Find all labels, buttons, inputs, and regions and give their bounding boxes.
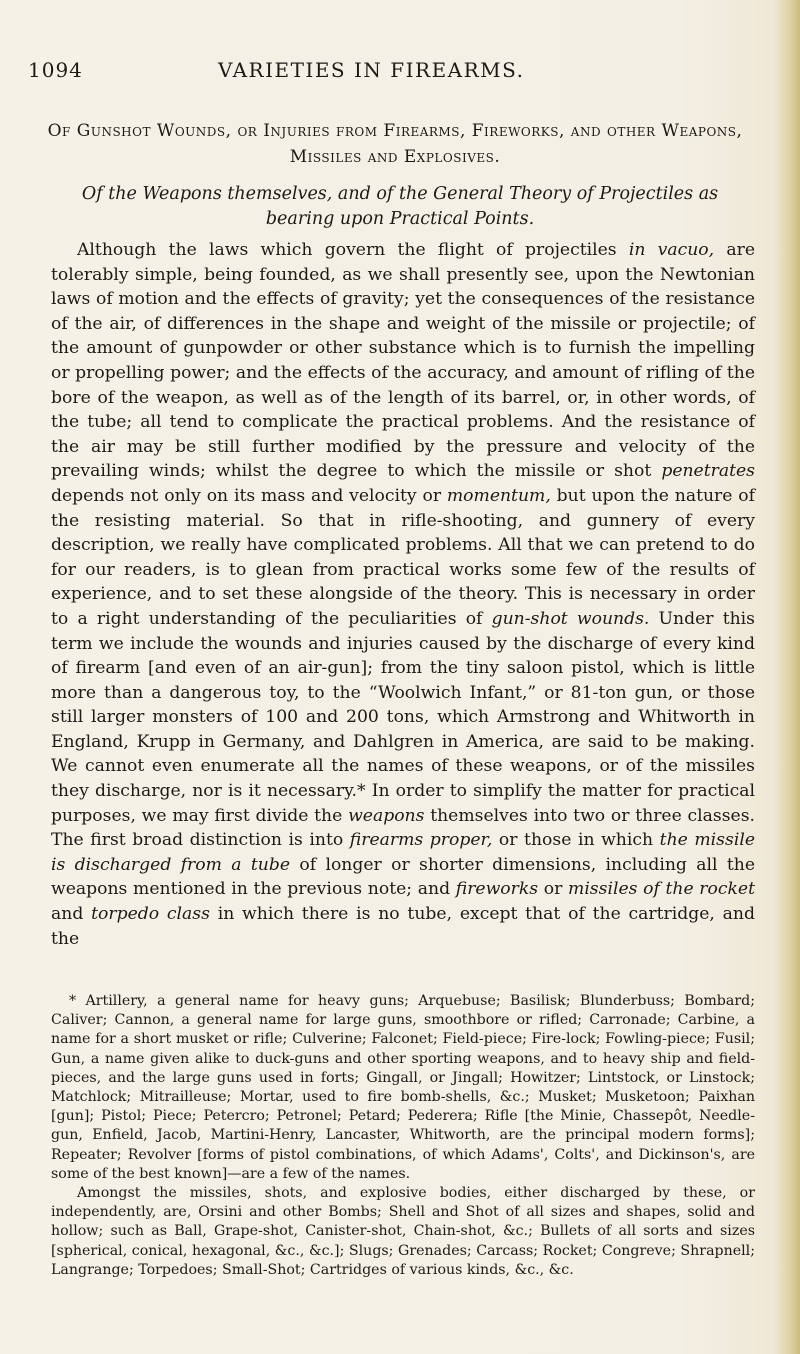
footnote	[51, 992, 755, 1280]
body-italic-run: fireworks	[455, 879, 539, 900]
section-title: Of Gunshot Wounds, or Injuries from Firearms, Fireworks, and other Weapons, Missiles and Explosives.	[47, 121, 743, 167]
footnote-paragraph-weapons: * Artillery, a general name for heavy guns; Arquebuse; Basilisk; Blunderbuss; Bombard; Caliver; Cannon, a general name for large guns, smoothbore or rifled; Carronade; Carbine, a name for a short musket or rifle; Culverine; Falconet; Field-piece; Fire-lock; Fowling-piece; Fusil; Gun, a name given alike to duck-guns and other sporting weapons, and to heavy ship and field-pieces, and the large guns used in forts; Gingall, or Jingall; Howitzer; Lintstock, or Linstock; Matchlock; Mitrailleuse; Mortar, used to fire bomb-shells, &c.; Musket; Musketoon; Paixhan [gun]; Pistol; Piece; Petercro; Petronel; Petard; Pederera; Rifle [the Minie, Chassepôt, Needle-gun, Enfield, Jacob, Martini-Henry, Lancaster, Whitworth, are the principal modern forms]; Repeater; Revolver [forms of pistol combinations, of which Adams', Colts', and Dickinson's, are some of the best known]—are a few of the names.	[51, 993, 755, 1182]
body-text-run: themselves into two or three classes. The first broad distinction is into	[51, 805, 755, 851]
page-number: 1094	[28, 58, 83, 82]
running-head: VARIETIES IN FIREARMS.	[218, 58, 525, 82]
body-text-run: of longer or shorter dimensions, including all the weapons mentioned in the previous note; and	[51, 854, 755, 900]
body-paragraph	[51, 238, 755, 951]
body-italic-run: the missile is discharged from a tube	[51, 830, 755, 875]
body-text-run: are tolerably simple, being founded, as we shall presently see, upon the Newtonian laws of motion and the effects of gravity; yet the consequences of the resistance of the air, of differences in the shape and weight of the missile or projectile; of the amount of gunpowder or other substance which is to furnish the impelling or propelling power; and the effects of the accuracy, and amount of rifling of the bore of the weapon, as well as of the length of its barrel, or, in other words, of the tube; all tend to complicate the practical problems. And the resistance of the air may be still further modified by the pressure and velocity of the prevailing winds; whilst the degree to which the missile or shot	[51, 240, 756, 482]
body-italic-run: momentum,	[446, 485, 551, 506]
body-text-run: or	[538, 879, 569, 900]
footnote-paragraph-missiles: Amongst the missiles, shots, and explosive bodies, either discharged by these, or independently, are, Orsini and other Bombs; Shell and Shot of all sizes and shapes, solid and hollow; such as Ball, Grape-shot, Canister-shot, Chain-shot, &c.; Bullets of all sorts and sizes [spherical, conical, hexagonal, &c., &c.]; Slugs; Grenades; Carcass; Rocket; Congreve; Shrapnell; Langrange; Torpedoes; Small-Shot; Cartridges of various kinds, &c., &c.	[51, 1185, 755, 1278]
body-italic-run: torpedo class	[91, 904, 210, 925]
body-italic-run: firearms proper,	[349, 830, 493, 851]
body-italic-run: weapons	[348, 805, 425, 826]
body-italic-run: in vacuo,	[628, 240, 715, 260]
body-text-run: and	[51, 904, 92, 925]
body-text-run: Although the laws which govern the flight of projectiles	[77, 240, 629, 260]
body-text-run: or those in which	[492, 830, 660, 851]
body-italic-run: gun-shot wounds.	[491, 608, 650, 629]
page-header	[28, 58, 758, 88]
body-text-run: Under this term we include the wounds and injuries caused by the discharge of every kind of firearm [and even of an air-gun]; from the tiny saloon pistol, which is little more than a dangerous toy, to the “Woolwich Infant,” or 81-ton gun, or those still larger monsters of 100 and 200 tons, which Armstrong and Whitworth in England, Krupp in Germany, and Dahlgren in America, are said to be making. We cannot even enumerate all the names of these weapons, or of the missiles they discharge, nor is it necessary.* In order to simplify the matter for practical purposes, we may first divide the	[51, 608, 755, 826]
body-italic-run: penetrates	[661, 461, 755, 482]
body-text-run: in which there is no tube, except that of the cartridge, and the	[51, 904, 755, 949]
page-edge-shading	[774, 0, 800, 1354]
body-text-run: depends not only on its mass and velocity or	[51, 485, 447, 506]
section-subtitle: Of the Weapons themselves, and of the General Theory of Projectiles as bearing upon Practical Points.	[81, 184, 719, 229]
body-italic-run: missiles of the rocket	[568, 879, 755, 900]
body-text-run: but upon the nature of the resisting material. So that in rifle-shooting, and gunnery of every description, we really have complicated problems. All that we can pretend to do for our readers, is to glean from practical works some few of the results of experience, and to set these alongside of the theory. This is necessary in order to a right understanding of the peculiarities of	[51, 485, 755, 629]
